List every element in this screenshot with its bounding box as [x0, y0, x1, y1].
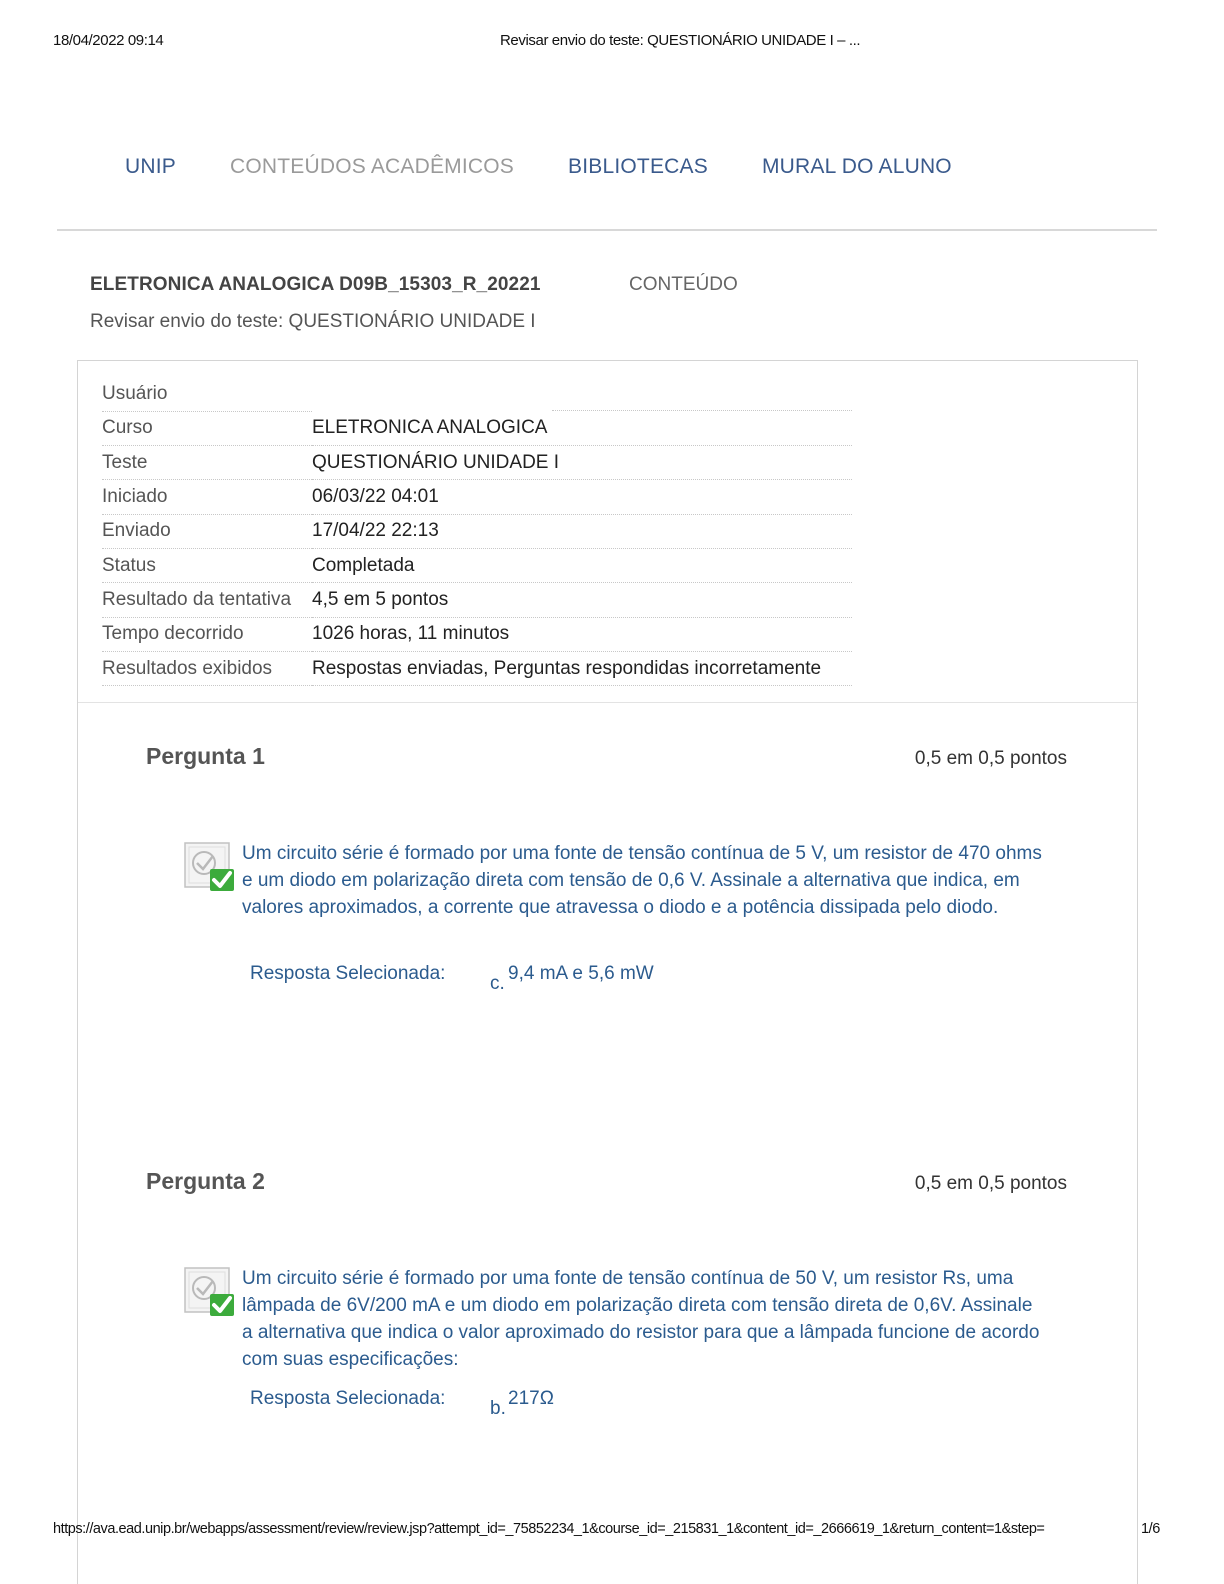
selected-answer-text: 217Ω: [508, 1388, 554, 1409]
attempt-info-table: [102, 377, 852, 686]
info-row-teste: [102, 446, 852, 480]
question-title: Pergunta 2: [146, 1168, 265, 1194]
print-page-number: 1/6: [1141, 1521, 1160, 1537]
top-navigation: [125, 150, 1006, 184]
correct-answer-icon: [184, 1266, 236, 1318]
info-label: Enviado: [102, 514, 312, 548]
info-row-status: [102, 548, 852, 582]
question-1: [78, 743, 1137, 1163]
print-datetime: 18/04/2022 09:14: [53, 32, 164, 49]
info-value: [312, 377, 852, 411]
nav-bibliotecas[interactable]: BIBLIOTECAS: [568, 155, 708, 178]
page-subtitle: Revisar envio do teste: QUESTIONÁRIO UNIDADE I: [90, 311, 536, 332]
info-label: Curso: [102, 411, 312, 445]
correct-answer-icon: [184, 841, 236, 893]
user-row-divider: [552, 410, 852, 411]
info-label: Teste: [102, 446, 312, 480]
selected-answer-label: Resposta Selecionada:: [250, 963, 446, 984]
selected-answer-letter: b.: [490, 1398, 506, 1419]
info-value: 06/03/22 04:01: [312, 480, 852, 514]
nav-mural-do-aluno[interactable]: MURAL DO ALUNO: [761, 155, 952, 178]
info-row-resultado: [102, 583, 852, 617]
nav-divider: [57, 229, 1157, 231]
info-value: 4,5 em 5 pontos: [312, 583, 852, 617]
nav-conteudos-academicos[interactable]: CONTEÚDOS ACADÊMICOS: [229, 155, 515, 178]
selected-answer-letter: c.: [490, 973, 505, 994]
info-row-enviado: [102, 514, 852, 548]
content-link[interactable]: CONTEÚDO: [629, 274, 738, 295]
info-value: QUESTIONÁRIO UNIDADE I: [312, 446, 852, 480]
info-label: Resultados exibidos: [102, 651, 312, 685]
info-row-tempo: [102, 617, 852, 651]
course-title[interactable]: ELETRONICA ANALOGICA D09B_15303_R_20221: [90, 274, 541, 295]
question-title: Pergunta 1: [146, 743, 265, 769]
print-url: https://ava.ead.unip.br/webapps/assessment/review/review.jsp?attempt_id=_75852234_1&course_id=_215831_1&content_id=_2666619_1&return_content=1&step=: [53, 1521, 1045, 1537]
info-value: 1026 horas, 11 minutos: [312, 617, 852, 651]
nav-unip[interactable]: UNIP: [125, 155, 176, 178]
info-row-curso: [102, 411, 852, 445]
attempt-info-box: [78, 361, 1137, 703]
info-value: ELETRONICA ANALOGICA: [312, 411, 852, 445]
question-text: Um circuito série é formado por uma fonte de tensão contínua de 5 V, um resistor de 470 ohms e um diodo em polarização direta com tensão de 0,6 V. Assinale a alternativa que indica, em valores aproximados, a corrente que atravessa o diodo e a potência dissipada pelo diodo.: [242, 843, 1042, 918]
info-value: Completada: [312, 548, 852, 582]
question-text: Um circuito série é formado por uma fonte de tensão contínua de 50 V, um resistor Rs, uma lâmpada de 6V/200 mA e um diodo em polarização direta com tensão direta de 0,6V. Assinale a alternativa que indica o valor aproximado do resistor para que a lâmpada funcione de acordo com suas especificações:: [242, 1268, 1040, 1370]
selected-answer-label: Resposta Selecionada:: [250, 1388, 446, 1409]
question-points: 0,5 em 0,5 pontos: [914, 748, 1067, 769]
info-value: 17/04/22 22:13: [312, 514, 852, 548]
info-value: Respostas enviadas, Perguntas respondidas incorretamente: [312, 651, 852, 685]
info-label: Status: [102, 548, 312, 582]
info-label: Resultado da tentativa: [102, 583, 312, 617]
review-panel: [77, 360, 1138, 1584]
print-header: [0, 32, 1224, 52]
info-row-resultados-exibidos: [102, 651, 852, 685]
info-label: Iniciado: [102, 480, 312, 514]
info-row-iniciado: [102, 480, 852, 514]
question-points: 0,5 em 0,5 pontos: [914, 1173, 1067, 1194]
info-row-usuario: [102, 377, 852, 411]
print-page-title: Revisar envio do teste: QUESTIONÁRIO UNIDADE I – ...: [500, 32, 861, 49]
selected-answer-text: 9,4 mA e 5,6 mW: [508, 963, 654, 984]
info-label: Usuário: [102, 377, 312, 411]
info-label: Tempo decorrido: [102, 617, 312, 651]
